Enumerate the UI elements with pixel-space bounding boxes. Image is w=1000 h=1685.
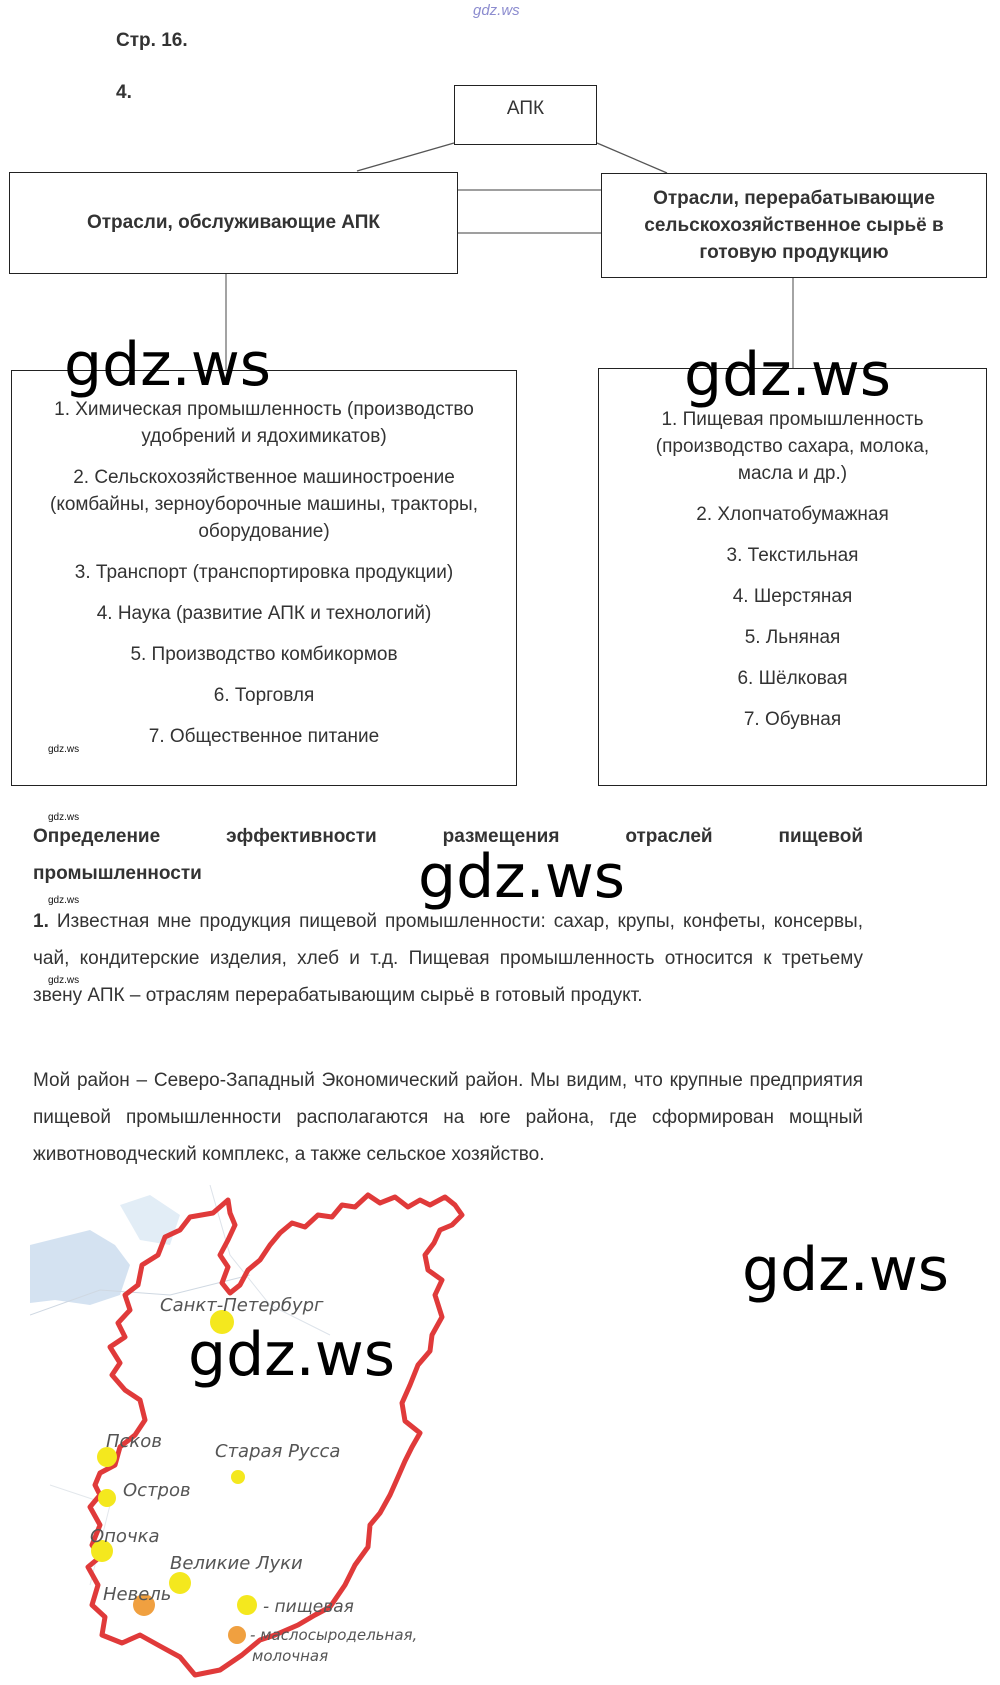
right-list-box [598,368,987,786]
watermark: gdz.ws [418,842,626,912]
watermark-small: gdz.ws [48,812,80,823]
city-dot-food [231,1470,245,1484]
left-list-item: 3. Транспорт (транспортировка продукции) [74,562,454,583]
right-header-box [601,173,987,278]
watermark-small: gdz.ws [48,975,80,986]
top-watermark: gdz.ws [473,2,520,19]
legend-food-label: - пищевая [263,1597,354,1617]
paragraph-1 [33,903,863,1014]
watermark: gdz.ws [684,340,892,410]
paragraph-1-text: Известная мне продукция пищевой промышленности: сахар, крупы, конфеты, консервы, чай, кондитерские изделия, хлеб и т.д. Пищевая промышленность относится к третьему звену АПК – отраслям перерабатывающим сырьё в готовый продукт. [33,911,863,1006]
watermark: gdz.ws [64,330,272,400]
right-list-item: 6. Шёлковая [737,668,848,689]
legend-dot-food [237,1595,257,1615]
right-list-item: 5. Льняная [744,627,841,648]
left-list-item: 5. Производство комбикормов [130,644,398,665]
city-label: Остров [123,1480,191,1501]
diagram-root-label: АПК [506,98,545,119]
watermark: gdz.ws [742,1235,950,1305]
right-list-item: 2. Хлопчатобумажная [696,504,889,525]
left-list-item: 4. Наука (развитие АПК и технологий) [96,603,432,624]
page-reference: Стр. 16. [116,30,188,51]
region-map [30,1185,510,1680]
city-label: Санкт-Петербург [160,1295,324,1316]
task-number: 4. [116,82,132,103]
city-label: Опочка [90,1526,160,1547]
right-list-item: 3. Текстильная [726,545,859,566]
right-list-item: 1. Пищевая промышленность (производство сахара, молока, масла и др.) [655,409,930,484]
watermark-small: gdz.ws [48,744,80,755]
left-list-box [11,370,517,786]
section-title: Определение эффективности размещения отраслей пищевой промышленности [33,826,863,884]
paragraph-1-number: 1. [33,911,49,932]
left-list-item: 6. Торговля [213,685,315,706]
right-list-item: 4. Шерстяная [732,586,853,607]
city-dot-food [98,1489,116,1507]
left-list-item: 1. Химическая промышленность (производство удобрений и ядохимикатов) [54,399,474,447]
left-header-box [9,172,458,274]
left-header-label: Отрасли, обслуживающие АПК [86,212,381,233]
city-label: Невель [103,1584,172,1605]
right-header-label: Отрасли, перерабатывающие сельскохозяйственное сырьё в готовую продукцию [644,188,944,263]
left-list-item: 7. Общественное питание [148,726,380,747]
right-list-item: 7. Обувная [743,709,842,730]
city-label: Великие Луки [170,1553,303,1574]
diagram-root [454,85,597,145]
legend-dairy-label-2: молочная [252,1647,329,1665]
city-dot-food [169,1572,191,1594]
legend-dairy-label: - маслосыродельная, [250,1626,418,1644]
city-label: Старая Русса [215,1441,341,1462]
legend-dot-dairy [228,1626,246,1644]
city-label: Псков [106,1431,162,1452]
watermark-small: gdz.ws [48,895,80,906]
paragraph-2: Мой район – Северо-Западный Экономический район. Мы видим, что крупные предприятия пищевой промышленности располагаются на юге района, где сформирован мощный животноводческий комплекс, а также сельское хозяйство. [33,1070,863,1165]
left-list-item: 2. Сельскохозяйственное машиностроение (комбайны, зерноуборочные машины, тракторы, оборудование) [50,467,478,542]
watermark: gdz.ws [188,1320,396,1390]
